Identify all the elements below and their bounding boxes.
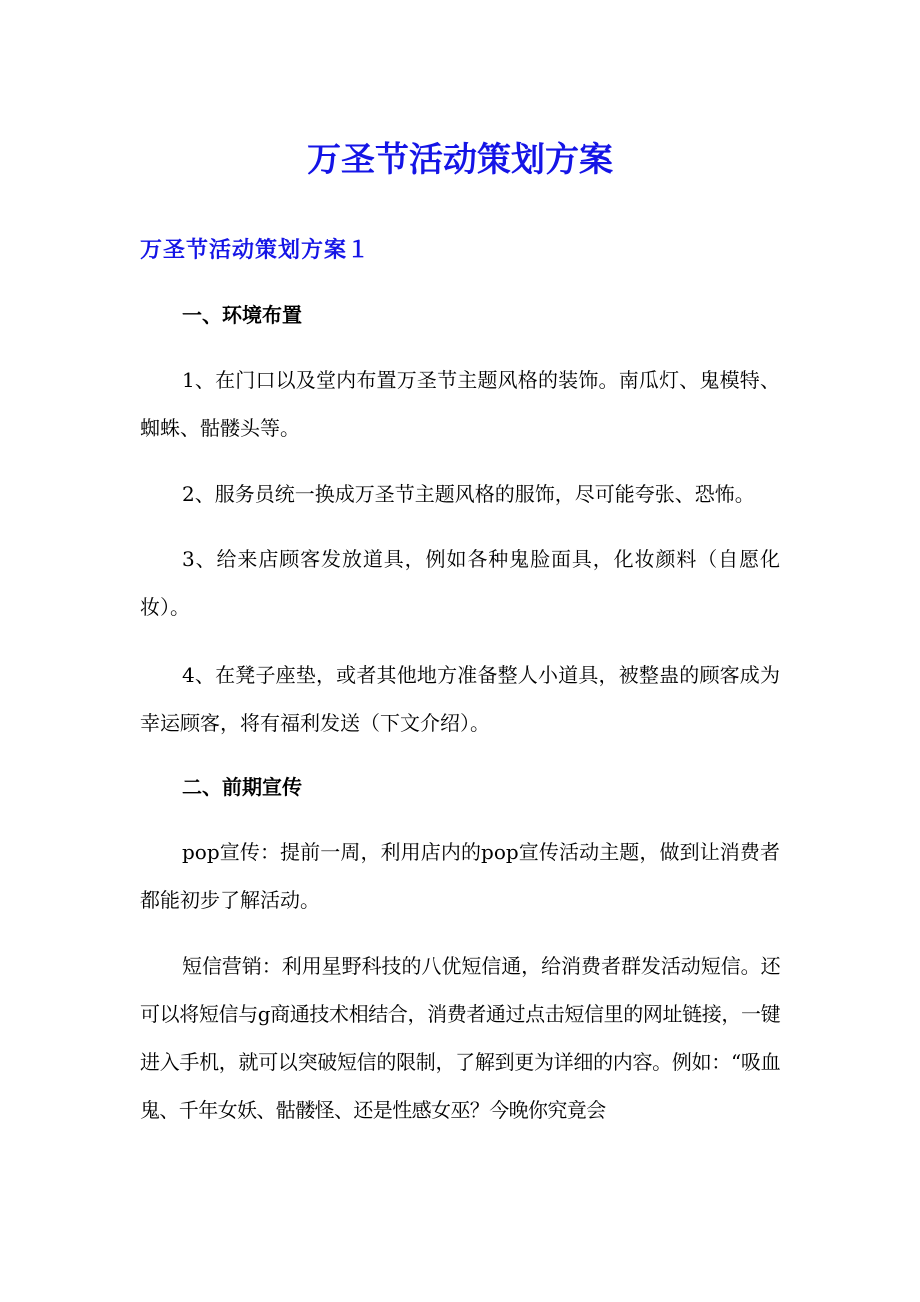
paragraph-3: 3、给来店顾客发放道具，例如各种鬼脸面具，化妆颜料（自愿化妆）。	[140, 547, 780, 619]
document-title: 万圣节活动策划方案	[307, 140, 613, 180]
paragraph-6: 短信营销：利用星野科技的八优短信通，给消费者群发活动短信。还可以将短信与g商通技术相结合，消费者通过点击短信里的网址链接，一键进入手机，就可以突破短信的限制，了解到更为详细的内容。例如：“吸血鬼、千年女妖、骷髅怪、还是性感女巫？今晚你究竟会	[140, 954, 780, 1122]
section-title: 万圣节活动策划方案１	[140, 237, 371, 263]
heading-environment: 一、环境布置	[182, 303, 302, 327]
paragraph-2: 2、服务员统一换成万圣节主题风格的服饰，尽可能夸张、恐怖。	[182, 482, 755, 506]
paragraph-1: 1、在门口以及堂内布置万圣节主题风格的装饰。南瓜灯、鬼模特、蜘蛛、骷髅头等。	[140, 368, 780, 440]
paragraph-4: 4、在凳子座垫，或者其他地方准备整人小道具，被整蛊的顾客成为幸运顾客，将有福利发送（下文介绍）。	[140, 663, 780, 735]
paragraph-5: pop宣传：提前一周，利用店内的pop宣传活动主题，做到让消费者都能初步了解活动。	[140, 840, 780, 912]
heading-promotion: 二、前期宣传	[182, 775, 302, 799]
